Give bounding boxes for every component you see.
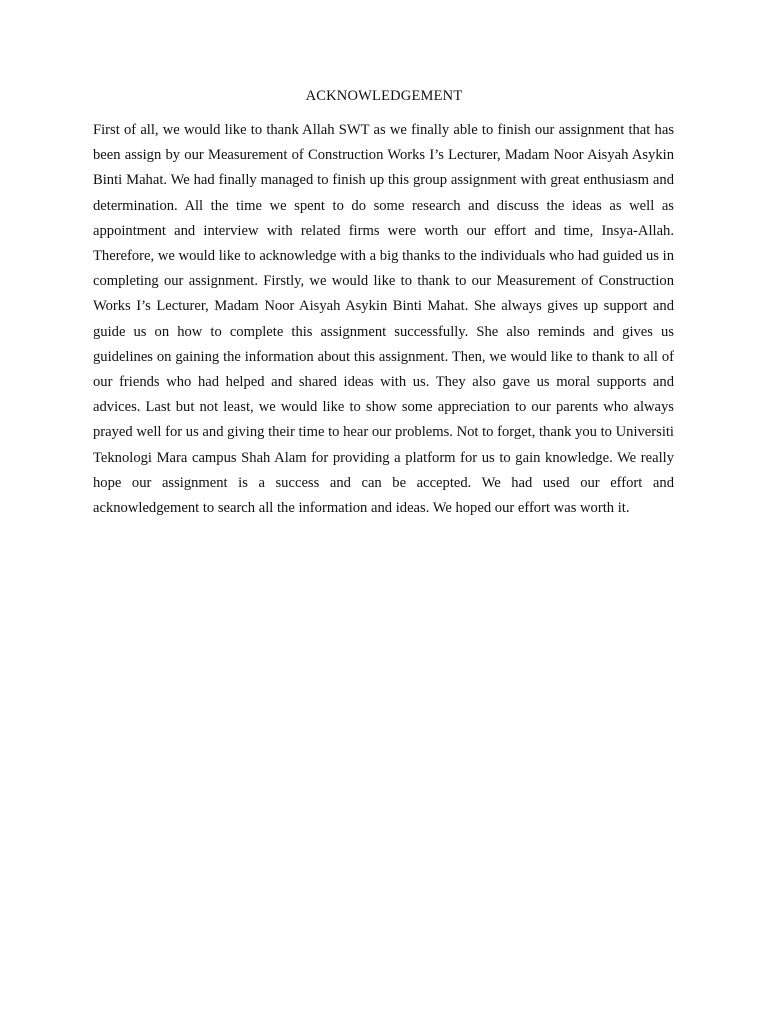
page-title: ACKNOWLEDGEMENT [305, 88, 463, 104]
acknowledgement-paragraph: First of all, we would like to thank Allah SWT as we finally able to finish our assignment that has been assign by our Measurement of Construction Works I’s Lecturer, Madam Noor Aisyah Asykin Binti Mahat. We had finally managed to finish up this group assignment with great enthusiasm and determination. All the time we spent to do some research and discuss the ideas as well as appointment and interview with related firms were worth our effort and time, Insya-Allah. Therefore, we would like to acknowledge with a big thanks to the individuals who had guided us in completing our assignment. Firstly, we would like to thank to our Measurement of Construction Works I’s Lecturer, Madam Noor Aisyah Asykin Binti Mahat. She always gives up support and guide us on how to complete this assignment successfully. She also reminds and gives us guidelines on gaining the information about this assignment. Then, we would like to thank to all of our friends who had helped and shared ideas with us. They also gave us moral supports and advices. Last but not least, we would like to show some appreciation to our parents who always prayed well for us and giving their time to hear our problems. Not to forget, thank you to Universiti Teknologi Mara campus Shah Alam for providing a platform for us to gain knowledge. We really hope our assignment is a success and can be accepted. We had used our effort and acknowledgement to search all the information and ideas. We hoped our effort was worth it. [93, 122, 674, 517]
